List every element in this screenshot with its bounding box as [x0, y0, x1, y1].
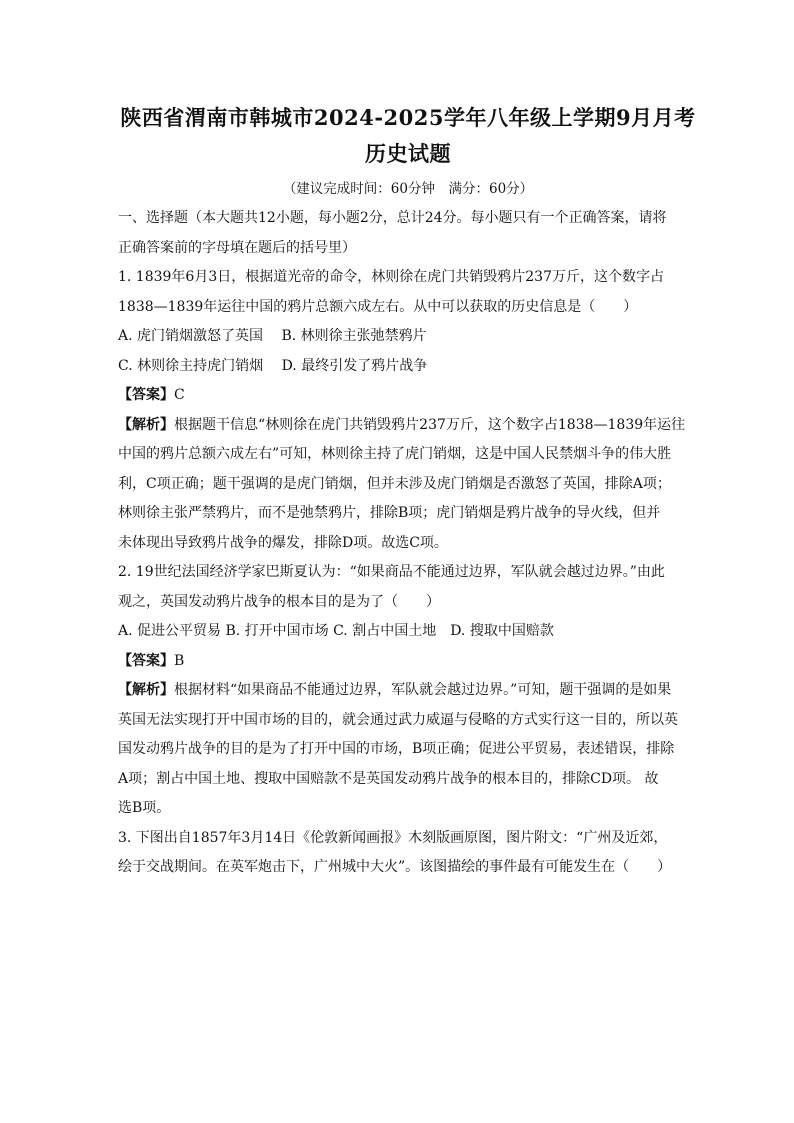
- analysis-line: 利，C项正确；题干强调的是虎门销烟，但并未涉及虎门销烟是否激怒了英国，排除A项；: [118, 475, 671, 492]
- section-heading-line: 正确答案前的字母填在题后的括号里）: [118, 239, 356, 256]
- answer-line: [118, 647, 698, 677]
- question-1: [118, 263, 698, 558]
- document-subtitle: （建议完成时间：60分钟 满分：60分）: [282, 181, 534, 197]
- question-stem-line: 3. 下图出自1857年3月14日《伦敦新闻画报》木刻版画原图，图片附文：“广州及近郊，: [118, 829, 668, 846]
- question-2: [118, 558, 698, 824]
- analysis-line: 选B项。: [118, 800, 171, 816]
- answer-value: B: [174, 652, 185, 669]
- question-3: [118, 824, 698, 883]
- question-stem-line: 绘于交战期间。在英军炮击下，广州城中大火”。该图描绘的事件最有可能发生在（ ）: [118, 859, 672, 875]
- question-options-line: C. 林则徐主持虎门销烟 D. 最终引发了鸦片战争: [118, 357, 428, 374]
- analysis-line: 未体现出导致鸦片战争的爆发，排除D项。故选C项。: [118, 534, 448, 551]
- question-options-line: A. 促进公平贸易 B. 打开中国市场 C. 割占中国土地 D. 搜取中国赔款: [118, 623, 554, 639]
- answer-line: [118, 381, 698, 411]
- analysis-line: [118, 676, 698, 706]
- question-stem-line: 1. 1839年6月3日，根据道光帝的命令，林则徐在虎门共销毁鸦片237万斤，这个数字占: [118, 269, 664, 285]
- question-stem-line: 1838—1839年运往中国的鸦片总额六成左右。从中可以获取的历史信息是（ ）: [118, 298, 638, 315]
- section-heading: [118, 204, 698, 263]
- analysis-line: A项；割占中国土地、搜取中国赔款不是英国发动鸦片战争的根本目的，排除CD项。 故: [118, 770, 659, 787]
- question-stem-line: 观之，英国发动鸦片战争的根本目的是为了（ ）: [118, 593, 440, 610]
- analysis-line: 林则徐主张严禁鸦片，而不是弛禁鸦片，排除B项；虎门销烟是鸦片战争的导火线，但并: [118, 505, 661, 521]
- answer-label: 【答案】: [118, 652, 174, 669]
- analysis-line: [118, 411, 698, 441]
- analysis-label: 【解析】: [118, 416, 174, 433]
- analysis-line: 英国无法实现打开中国市场的目的，就会通过武力威逼与侵略的方式实行这一目的，所以英: [118, 711, 678, 728]
- answer-value: C: [174, 387, 185, 403]
- question-options-line: A. 虎门销烟激怒了英国 B. 林则徐主张弛禁鸦片: [118, 328, 427, 344]
- question-stem-line: 2. 19世纪法国经济学家巴斯夏认为：“如果商品不能通过边界，军队就会越过边界。”由此: [118, 564, 665, 580]
- analysis-label: 【解析】: [118, 682, 174, 698]
- section-heading-line: 一、选择题（本大题共12小题，每小题2分，总计24分。每小题只有一个正确答案，请将: [118, 210, 667, 226]
- document-title-line2: 历史试题: [365, 141, 451, 166]
- analysis-line: 国发动鸦片战争的目的是为了打开中国的市场，B项正确；促进公平贸易，表述错误，排除: [118, 741, 675, 757]
- analysis-text: 根据材料“如果商品不能通过边界，军队就会越过边界。”可知，题干强调的是如果: [174, 682, 672, 698]
- analysis-text: 根据题干信息“林则徐在虎门共销毁鸦片237万斤，这个数字占1838—1839年运往: [174, 416, 686, 433]
- document-title-line1: 陕西省渭南市韩城市2024-2025学年八年级上学期9月月考: [120, 105, 696, 130]
- answer-label: 【答案】: [118, 387, 174, 403]
- analysis-line: 中国的鸦片总额六成左右”可知，林则徐主持了虎门销烟，这是中国人民禁烟斗争的伟大胜: [118, 446, 672, 462]
